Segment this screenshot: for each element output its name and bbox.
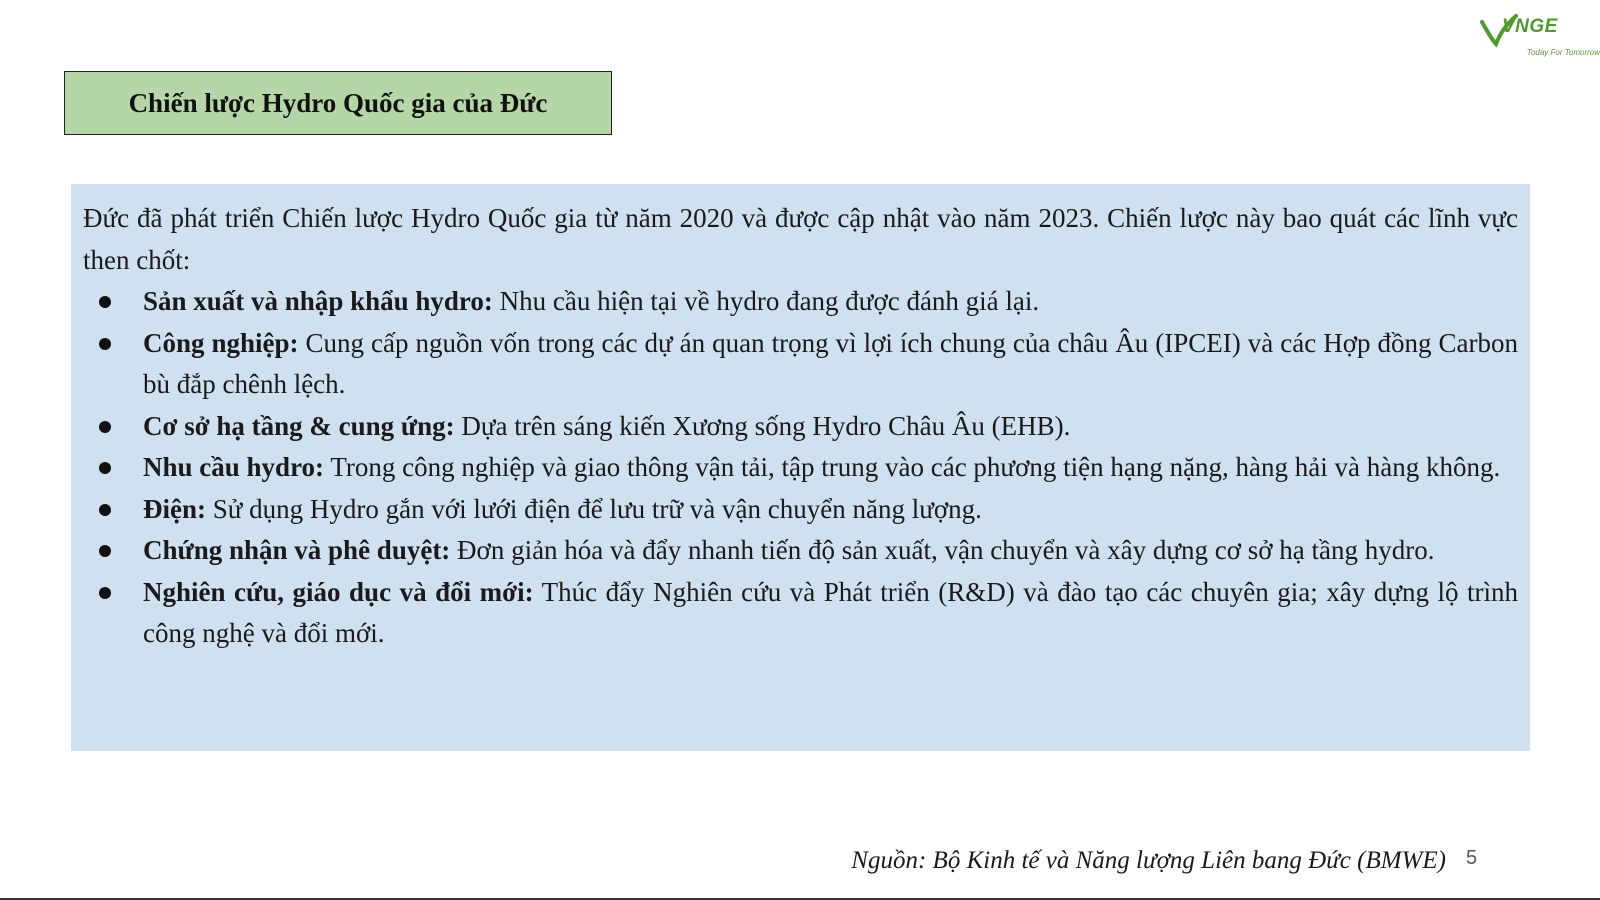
bullet-icon (99, 462, 111, 474)
intro-paragraph: Đức đã phát triển Chiến lược Hydro Quốc gia từ năm 2020 và được cập nhật vào năm 2023. Chiến lược này bao quát các lĩnh vực then chốt: (83, 203, 1518, 275)
bullet-text: Nhu cầu hiện tại về hydro đang được đánh giá lại. (492, 286, 1040, 316)
bullet-icon (99, 421, 111, 433)
page-number: 5 (1466, 847, 1478, 869)
list-item (83, 406, 1518, 448)
bullet-icon (99, 587, 111, 599)
list-item (83, 447, 1518, 489)
bullet-term: Chứng nhận và phê duyệt: (143, 535, 451, 565)
bullet-term: Điện: (143, 493, 206, 524)
list-item (83, 489, 1518, 531)
bullet-text: Trong công nghiệp và giao thông vận tải, tập trung vào các phương tiện hạng nặng, hàng hải và hàng không. (324, 452, 1501, 482)
list-item (83, 572, 1518, 655)
bullet-text: Đơn giản hóa và đẩy nhanh tiến độ sản xuất, vận chuyển và xây dựng cơ sở hạ tầng hydro. (450, 535, 1435, 565)
bullet-term: Nghiên cứu, giáo dục và đổi mới: (143, 576, 534, 607)
bullet-text: Sử dụng Hydro gắn với lưới điện để lưu trữ và vận chuyển năng lượng. (206, 493, 982, 524)
bullet-term: Cơ sở hạ tầng & cung ứng: (143, 410, 455, 441)
source-citation: Nguồn: Bộ Kinh tế và Năng lượng Liên bang Đức (BMWE) (851, 847, 1446, 874)
bullet-term: Nhu cầu hydro: (143, 452, 325, 482)
list-item (83, 281, 1518, 323)
list-item (83, 323, 1518, 406)
logo-tagline: Today For Tomorrow (1526, 48, 1600, 57)
bullet-text: Dựa trên sáng kiến Xương sống Hydro Châu Âu (EHB). (454, 410, 1071, 441)
bullet-term: Sản xuất và nhập khẩu hydro: (143, 286, 493, 316)
vnge-logo (1478, 10, 1600, 62)
logo-brand: VNGE (1502, 16, 1558, 37)
bullet-icon (99, 338, 111, 350)
bullet-list (83, 281, 1518, 655)
slide-title-box (64, 71, 612, 135)
bullet-text: Cung cấp nguồn vốn trong các dự án quan trọng vì lợi ích chung của châu Âu (IPCEI) và các Hợp đồng Carbon bù đắp chênh lệch. (143, 327, 1518, 399)
bullet-icon (99, 504, 111, 516)
slide-title: Chiến lược Hydro Quốc gia của Đức (128, 87, 548, 118)
bullet-icon (99, 545, 111, 557)
bullet-text: Thúc đẩy Nghiên cứu và Phát triển (R&D) và đào tạo các chuyên gia; xây dựng lộ trình công nghệ và đổi mới. (143, 576, 1518, 648)
content-panel (71, 184, 1530, 751)
bullet-term: Công nghiệp: (143, 327, 299, 358)
list-item (83, 530, 1518, 572)
bullet-icon (99, 296, 111, 308)
